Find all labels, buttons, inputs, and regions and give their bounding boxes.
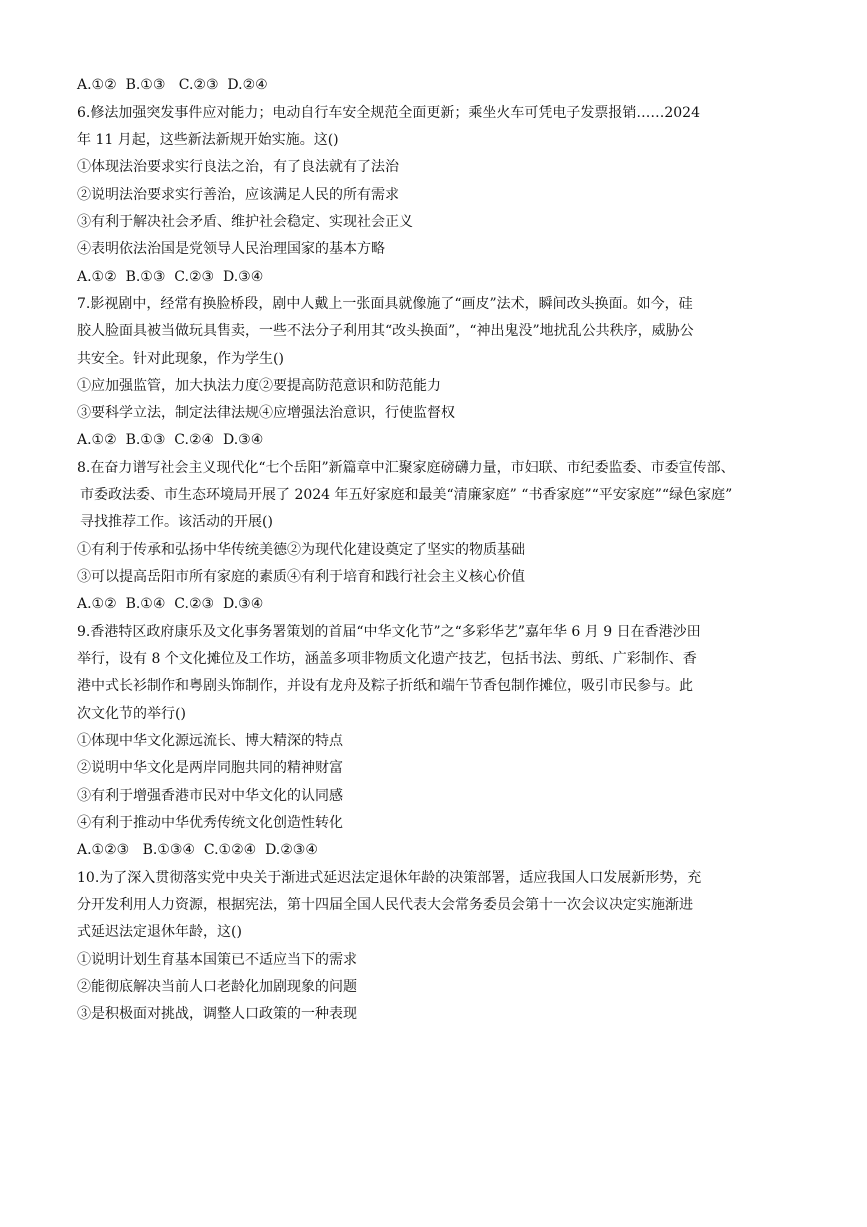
- q7-stem-line-1: 7.影视剧中，经常有换脸桥段，剧中人戴上一张面具就像施了“画皮”法术，瞬间改头换面。如今，硅: [77, 296, 693, 312]
- q7-stem-line-3: 共安全。针对此现象，作为学生(): [77, 351, 284, 367]
- q10-item-2: ②能彻底解决当前人口老龄化加剧现象的问题: [77, 979, 357, 995]
- q10-stem-line-1: 10.为了深入贯彻落实党中央关于渐进式延迟法定退休年龄的决策部署，适应我国人口发展新形势，充: [77, 870, 702, 886]
- q8-items-line-2: ③可以提高岳阳市所有家庭的素质④有利于培育和践行社会主义核心价值: [77, 569, 525, 585]
- q7-items-line-2: ③要科学立法，制定法律法规④应增强法治意识，行使监督权: [77, 405, 455, 421]
- q7-stem-line-2: 胶人脸面具被当做玩具售卖，一些不法分子利用其“改头换面”，“神出鬼没”地扰乱公共秩序，威胁公: [77, 323, 694, 339]
- q6-options: A.①② B.①③ C.②③ D.③④: [77, 269, 264, 285]
- q9-stem-line-4: 次文化节的举行(): [77, 706, 186, 722]
- q9-stem-line-1: 9.香港特区政府康乐及文化事务署策划的首届“中华文化节”之“多彩华艺”嘉年华 6 月 9 日在香港沙田: [77, 624, 701, 640]
- q9-stem-line-2: 举行，设有 8 个文化摊位及工作坊，涵盖多项非物质文化遗产技艺，包括书法、剪纸、广彩制作、香: [77, 651, 697, 667]
- q10-stem-line-3: 式延迟法定退休年龄，这(): [77, 924, 242, 940]
- q6-item-4: ④表明依法治国是党领导人民治理国家的基本方略: [77, 241, 385, 257]
- q6-stem-line-2: 年 11 月起，这些新法新规开始实施。这(): [77, 132, 339, 148]
- q9-item-4: ④有利于推动中华优秀传统文化创造性转化: [77, 815, 343, 831]
- q7-items-line-1: ①应加强监管，加大执法力度②要提高防范意识和防范能力: [77, 378, 441, 394]
- q6-item-3: ③有利于解决社会矛盾、维护社会稳定、实现社会正义: [77, 214, 413, 230]
- q10-item-1: ①说明计划生育基本国策已不适应当下的需求: [77, 952, 357, 968]
- q5-options: A.①② B.①③ C.②③ D.②④: [77, 77, 268, 93]
- q9-item-1: ①体现中华文化源远流长、博大精深的特点: [77, 733, 343, 749]
- q8-stem-line-2: 市委政法委、市生态环境局开展了 2024 年五好家庭和最美“清廉家庭” “书香家庭”“平安家庭”“绿色家庭”: [80, 487, 733, 503]
- q8-options: A.①② B.①④ C.②③ D.③④: [77, 596, 264, 612]
- q9-stem-line-3: 港中式长衫制作和粤剧头饰制作，并设有龙舟及粽子折纸和端午节香包制作摊位，吸引市民参与。此: [77, 678, 693, 694]
- q10-item-3: ③是积极面对挑战，调整人口政策的一种表现: [77, 1006, 357, 1022]
- q7-options: A.①② B.①③ C.②④ D.③④: [77, 432, 264, 448]
- q6-item-1: ①体现法治要求实行良法之治，有了良法就有了法治: [77, 159, 399, 175]
- q9-item-3: ③有利于增强香港市民对中华文化的认同感: [77, 788, 343, 804]
- q8-stem-line-3: 寻找推荐工作。该活动的开展(): [80, 514, 273, 530]
- q9-options: A.①②③ B.①③④ C.①②④ D.②③④: [77, 842, 318, 858]
- q6-item-2: ②说明法治要求实行善治，应该满足人民的所有需求: [77, 187, 399, 203]
- q8-stem-line-1: 8.在奋力谱写社会主义现代化“七个岳阳”新篇章中汇聚家庭磅礴力量，市妇联、市纪委监委、市委宣传部、: [77, 460, 735, 476]
- q9-item-2: ②说明中华文化是两岸同胞共同的精神财富: [77, 760, 343, 776]
- q6-stem-line-1: 6.修法加强突发事件应对能力；电动自行车安全规范全面更新；乘坐火车可凭电子发票报销……2024: [77, 105, 700, 121]
- q10-stem-line-2: 分开发利用人力资源，根据宪法，第十四届全国人民代表大会常务委员会第十一次会议决定实施渐进: [77, 897, 693, 913]
- q8-items-line-1: ①有利于传承和弘扬中华传统美德②为现代化建设奠定了坚实的物质基础: [77, 542, 525, 558]
